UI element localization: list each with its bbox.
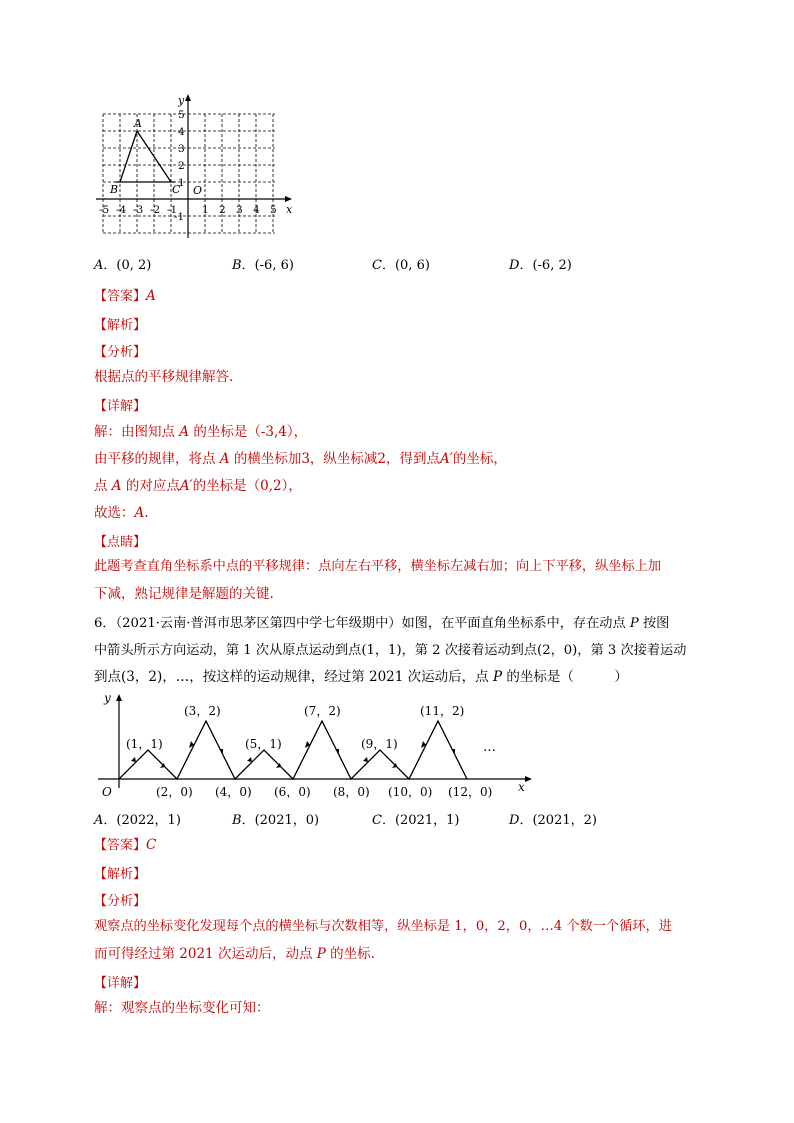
q5-answer: 【答案】A [94,288,156,304]
q6-point-label: (9，1) [361,737,398,751]
q5-fenxi-text: 根据点的平移规律解答. [94,369,234,385]
q6-zigzag-figure [90,688,540,803]
q5-x-tick: 2 [219,204,226,216]
q6-fenxi-tag: 【分析】 [94,894,147,909]
q6-point-label: (4，0) [215,785,252,799]
q6-option-a: A．(2022，1) [94,813,181,828]
q5-x-tick: 1 [202,204,209,216]
q5-jiexi-tag: 【解析】 [94,318,147,333]
q5-dianjing-tag: 【点睛】 [94,535,147,550]
q6-fenxi-line-1: 观察点的坐标变化发现每个点的横坐标与次数相等，纵坐标是 1，0，2，0，…4 个数一个循环，进 [94,919,672,934]
q5-option-a: A．(0, 2) [94,258,152,273]
q6-x-axis-label: x [518,780,525,794]
q5-x-tick: -4 [116,204,127,216]
q5-detail-line-4: 故选：A. [94,505,149,521]
q6-ellipsis: … [483,740,496,755]
q6-path-arrows [131,741,455,768]
q6-xiangjie-tag: 【详解】 [94,976,147,991]
q5-point-b-label: B [110,183,119,196]
q5-y-axis-label: y [178,94,185,107]
q5-detail-line-1: 解：由图知点 A 的坐标是（-3,4）， [94,424,308,440]
q5-xiangjie-tag: 【详解】 [94,399,147,414]
q5-point-a-label: A [134,117,142,130]
q5-x-tick: -5 [99,204,110,216]
q5-x-tick: -3 [133,204,144,216]
q6-detail-line-1: 解：观察点的坐标变化可知： [94,1000,270,1016]
q5-option-c: C．(0, 6) [372,258,430,273]
q5-y-tick: 3 [178,143,185,155]
q6-stem-line-2: 中箭头所示方向运动，第 1 次从原点运动到点(1，1)，第 2 次接着运动到点(2，0)，第 3 次接着运动 [94,643,687,658]
q6-option-b: B．(2021，0) [232,813,320,828]
q6-fenxi-line-2: 而可得经过第 2021 次运动后，动点 P 的坐标. [94,946,375,962]
q5-x-tick: -1 [167,204,178,216]
q6-answer: 【答案】C [94,837,157,853]
q5-grid-figure [90,92,300,242]
q5-point-c-label: C [172,183,181,196]
q6-point-label: (8，0) [333,785,370,799]
q5-x-tick: -2 [150,204,161,216]
q6-jiexi-tag: 【解析】 [94,867,147,882]
q5-y-tick: 4 [178,126,185,138]
q5-y-tick: -1 [174,211,185,223]
q5-y-tick: 2 [178,160,185,172]
q5-x-axis-label: x [286,203,293,216]
q5-dianjing-line-1: 此题考查直角坐标系中点的平移规律：点向左右平移，横坐标左减右加；向上下平移，纵坐标上加 [94,559,662,574]
q6-point-label: (10，0) [388,785,433,799]
q5-fenxi-tag: 【分析】 [94,345,147,360]
q6-point-label: (11，2) [420,704,465,718]
q5-y-tick: 5 [178,109,185,121]
q6-point-label: (12，0) [448,785,493,799]
q6-option-d: D．(2021，2) [509,813,597,828]
q6-point-label: (3，2) [184,704,221,718]
q6-stem-line-1: 6．（2021·云南·普洱市思茅区第四中学七年级期中）如图，在平面直角坐标系中，存在动点 P 按图 [94,616,670,631]
q6-stem-line-3: 到点(3，2)，…，按这样的运动规律，经过第 2021 次运动后，点 P 的坐标是（ ） [94,669,628,685]
q6-origin-label: O [102,785,112,799]
q6-point-label: (7，2) [304,704,341,718]
q6-point-label: (6，0) [274,785,311,799]
q5-option-d: D．(-6, 2) [509,258,572,273]
q5-detail-line-3: 点 A 的对应点A′的坐标是（0,2）， [94,478,302,494]
q6-option-c: C．(2021，1) [372,813,460,828]
q6-y-axis-label: y [104,691,111,705]
q5-y-tick: 1 [178,177,185,189]
q5-x-tick: 4 [253,204,260,216]
q6-point-label: (2，0) [156,785,193,799]
q5-detail-line-2: 由平移的规律，将点 A 的横坐标加3，纵坐标减2，得到点A′的坐标， [94,451,507,467]
q6-point-label: (5，1) [245,737,282,751]
q5-origin-label: O [193,184,203,197]
q5-option-b: B．(-6, 6) [232,258,294,273]
q5-x-tick: 3 [236,204,243,216]
q5-x-tick: 5 [270,204,277,216]
q6-point-label: (1，1) [126,737,163,751]
q5-dianjing-line-2: 下减，熟记规律是解题的关键. [94,586,274,602]
